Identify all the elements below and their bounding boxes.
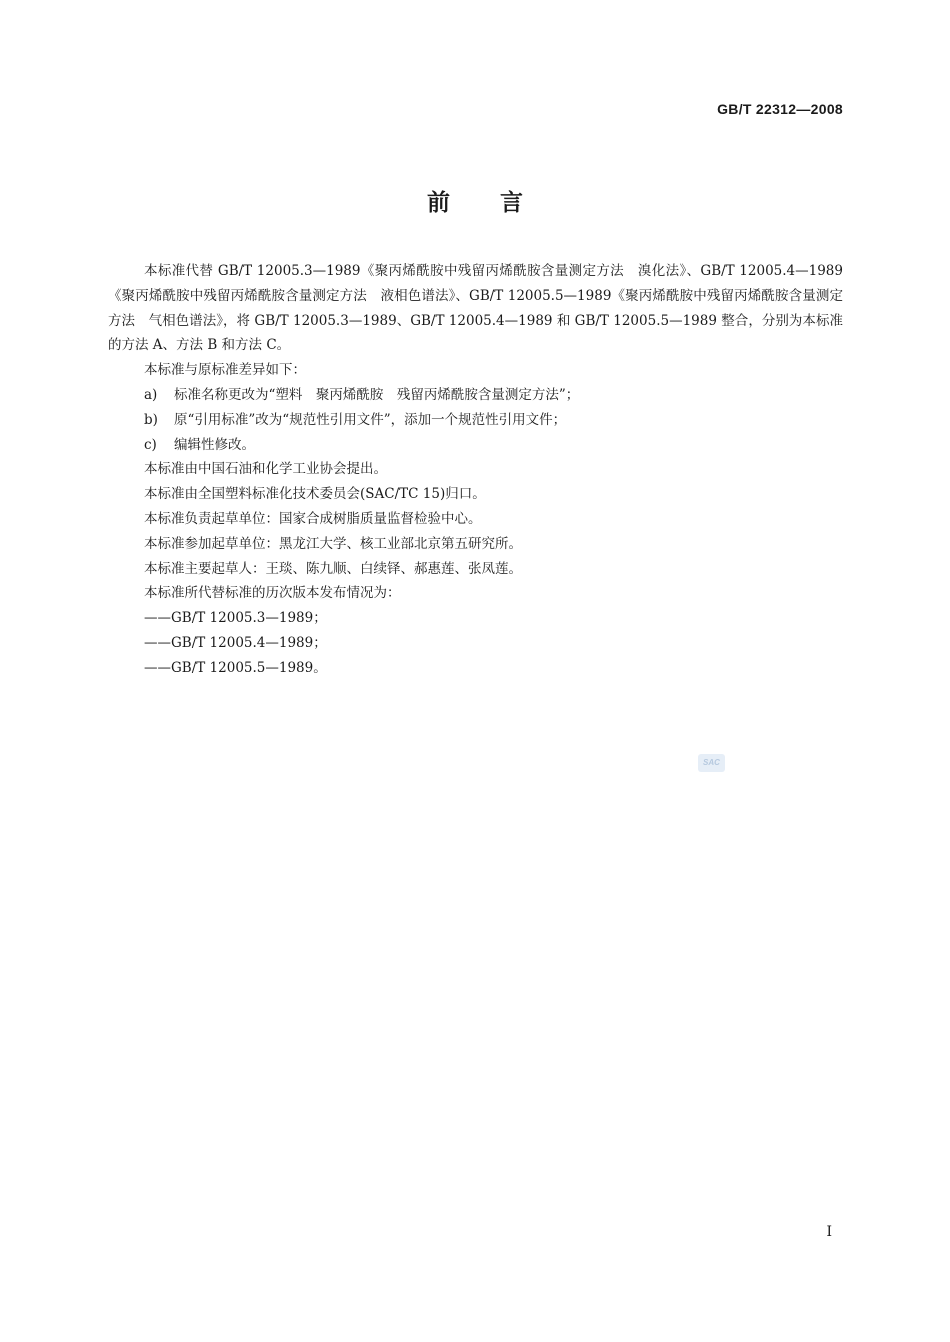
- history-item: ——GB/T 12005.4—1989；: [144, 634, 327, 651]
- differences-intro: 本标准与原标准差异如下：: [144, 362, 306, 379]
- difference-item: [108, 383, 843, 408]
- history-intro: 本标准所代替标准的历次版本发布情况为：: [144, 585, 401, 602]
- list-item-text: 标准名称更改为“塑料 聚丙烯酰胺 残留丙烯酰胺含量测定方法”；: [174, 386, 580, 403]
- replacement-paragraph: 本标准代替 GB/T 12005.3—1989《聚丙烯酰胺中残留丙烯酰胺含量测定方法 溴化法》、GB/T 12005.4—1989《聚丙烯酰胺中残留丙烯酰胺含量测定方法 液相色谱法》、GB/T 12005.5—1989《聚丙烯酰胺中残留丙烯酰胺含量测定方法 气相色谱法》，将 GB/T 12005.3—1989、GB/T 12005.4—1989 和 GB/T 12005.5—1989 整合，分别为本标准的方法 A、方法 B 和方法 C。: [108, 263, 843, 354]
- list-item-text: 原“引用标准”改为“规范性引用文件”，添加一个规范性引用文件；: [174, 411, 567, 428]
- drafting-unit-line: 本标准负责起草单位：国家合成树脂质量监督检验中心。: [144, 510, 482, 527]
- drafters-line: 本标准主要起草人：王琰、陈九顺、白续铎、郝惠莲、张凤莲。: [144, 560, 522, 577]
- list-item-text: 编辑性修改。: [174, 436, 255, 453]
- participating-units-line: 本标准参加起草单位：黑龙江大学、核工业部北京第五研究所。: [144, 535, 522, 552]
- foreword-body: [108, 259, 843, 681]
- managed-by-line: 本标准由全国塑料标准化技术委员会(SAC/TC 15)归口。: [144, 486, 486, 503]
- page-title: 前言: [427, 190, 573, 216]
- difference-item: [108, 408, 843, 433]
- history-item: ——GB/T 12005.5—1989。: [144, 659, 327, 676]
- list-marker: c): [144, 436, 157, 453]
- sac-watermark-logo: SAC: [698, 754, 725, 772]
- proposed-by-line: 本标准由中国石油和化学工业协会提出。: [144, 461, 387, 478]
- difference-item: [108, 433, 843, 458]
- standard-code: GB/T 22312—2008: [717, 101, 843, 117]
- history-item: ——GB/T 12005.3—1989；: [144, 610, 327, 627]
- list-marker: b): [144, 411, 158, 428]
- list-marker: a): [144, 386, 158, 403]
- page-number: I: [826, 1224, 832, 1240]
